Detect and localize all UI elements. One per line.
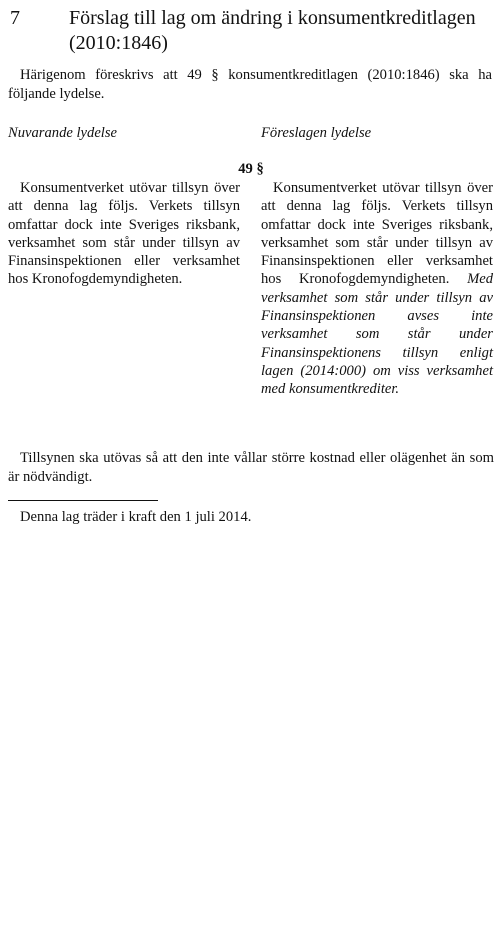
proposed-plain-text: Konsumentverket utövar tillsyn över att denna lag följs. Verkets tillsyn omfattar dock inte Sveriges riksbank, verksamhet som står under tillsyn av Finansinspektionen eller verksamhet hos Kronofogdemyndigheten.: [261, 180, 493, 288]
footnote-text: Denna lag träder i kraft den 1 juli 2014.: [20, 509, 252, 525]
current-wording-heading: Nuvarande lydelse: [8, 125, 118, 141]
intro-text: Härigenom föreskrivs att 49 § konsumentkreditlagen (2010:1846) ska ha följande lydelse.: [8, 67, 492, 102]
section-title: Förslag till lag om ändring i konsumentkreditlagen (2010:1846): [69, 7, 476, 54]
footnote-divider: [8, 500, 158, 501]
paragraph-number: 49 §: [238, 161, 264, 177]
shared-wording-text: Tillsynen ska utövas så att den inte vållar större kostnad eller olägenhet än som är nödvändigt.: [8, 450, 494, 485]
proposed-wording-heading: Föreslagen lydelse: [261, 125, 372, 141]
proposed-wording-text: [261, 179, 493, 399]
section-number: 7: [10, 7, 20, 29]
current-wording-text: Konsumentverket utövar tillsyn över att denna lag följs. Verkets tillsyn omfattar dock inte Sveriges riksbank, verksamhet som står under tillsyn av Finansinspektionen eller verksamhet hos Kronofogdemyndigheten.: [8, 180, 240, 288]
proposed-italic-text: Med verksamhet som står under tillsyn av Finansinspektionen avses inte verksamhet som står under Finansinspektionens tillsyn enligt lagen (2014:000) om viss verksamhet med konsumentkrediter.: [261, 271, 493, 398]
